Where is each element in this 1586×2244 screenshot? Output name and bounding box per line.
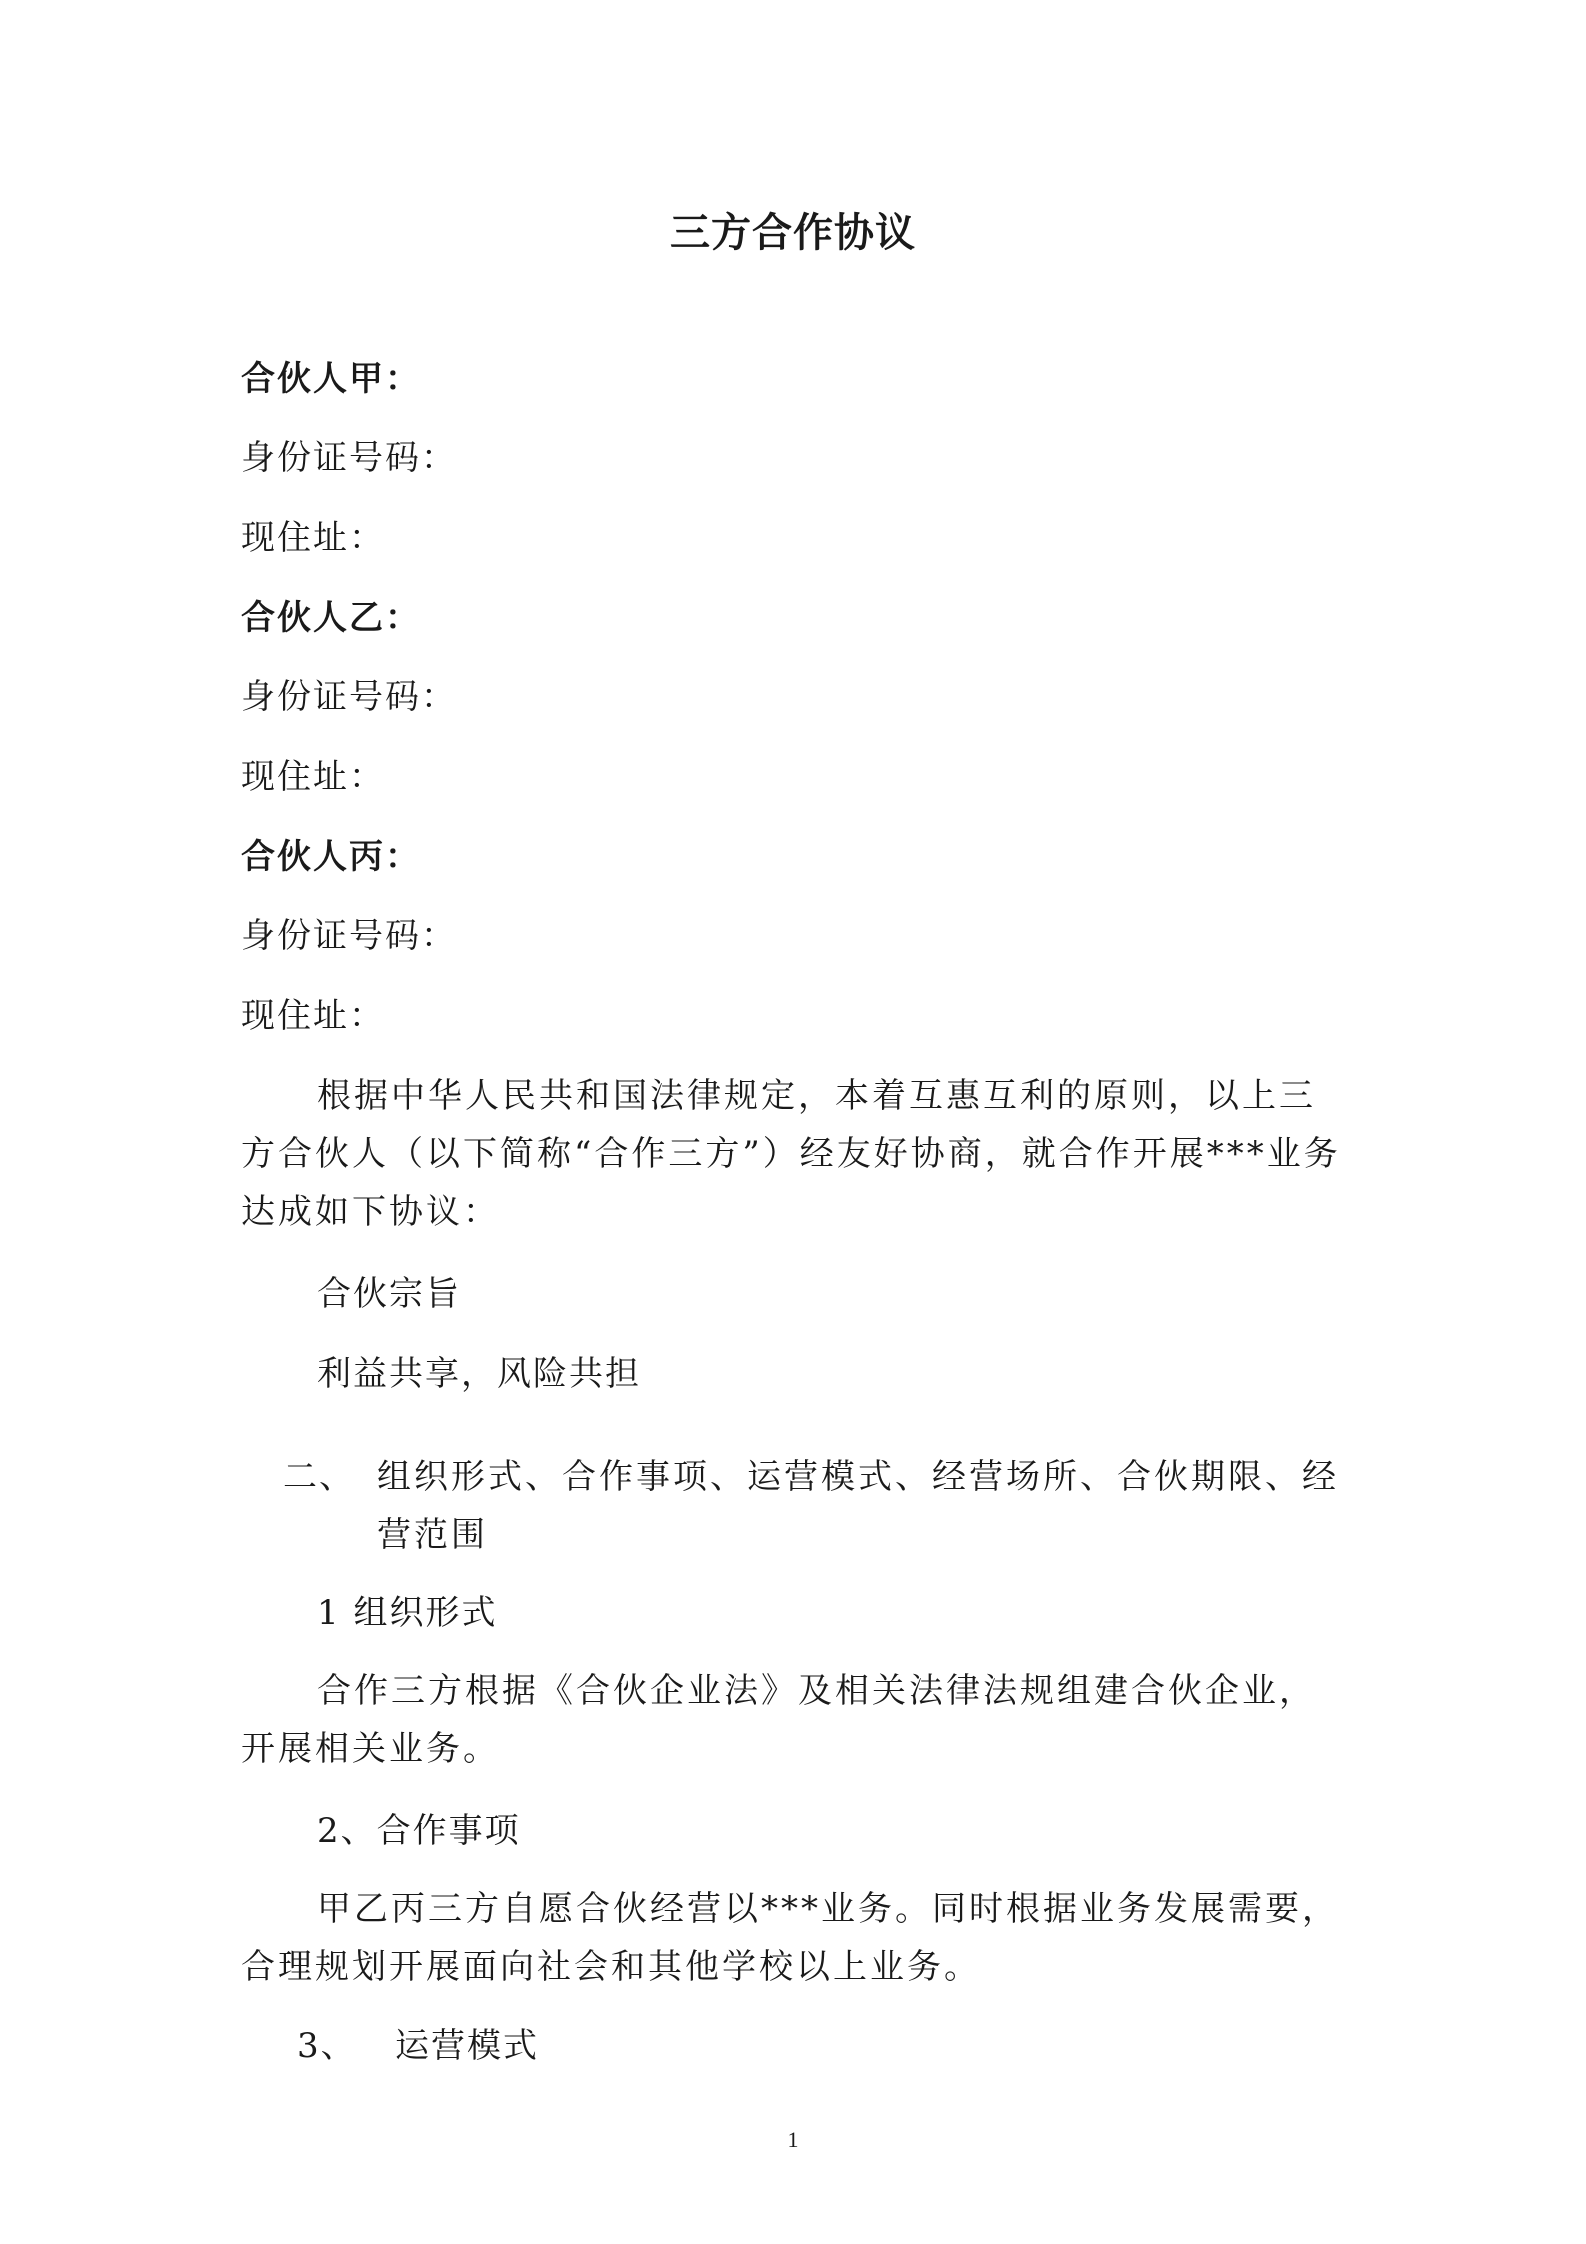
party-b-label: 合伙人乙：: [241, 598, 421, 638]
section-1-body: 利益共享，风险共担: [317, 1354, 641, 1394]
subsection-2-body: 甲乙丙三方自愿合伙经营以***业务。同时根据业务发展需要，合理规划开展面向社会和其他学校以上业务。: [241, 1889, 1339, 1987]
party-a-address-label: 现住址：: [241, 518, 385, 558]
party-a-label: 合伙人甲：: [241, 359, 421, 399]
document-title: 三方合作协议: [670, 210, 916, 256]
subsection-3-number: 3、: [297, 2026, 357, 2066]
subsection-2-heading: 2、合作事项: [317, 1811, 521, 1851]
subsection-3-heading: 运营模式: [395, 2026, 539, 2066]
party-c-label: 合伙人丙：: [241, 837, 421, 877]
preamble-paragraph: 根据中华人民共和国法律规定，本着互惠互利的原则，以上三方合伙人（以下简称“合作三方”）经友好协商，就合作开展***业务达成如下协议：: [241, 1076, 1341, 1232]
party-b-address-label: 现住址：: [241, 757, 385, 797]
section-2-number: 二、: [283, 1457, 355, 1497]
party-a-id-label: 身份证号码：: [241, 438, 457, 478]
section-2-heading: 组织形式、合作事项、运营模式、经营场所、合伙期限、经营范围: [377, 1457, 1339, 1555]
page-number: 1: [787, 2127, 799, 2152]
subsection-1-body: 合作三方根据《合伙企业法》及相关法律法规组建合伙企业，开展相关业务。: [241, 1671, 1316, 1769]
party-c-address-label: 现住址：: [241, 996, 385, 1036]
party-b-id-label: 身份证号码：: [241, 677, 457, 717]
subsection-1-heading: 1 组织形式: [317, 1593, 498, 1633]
party-c-id-label: 身份证号码：: [241, 916, 457, 956]
section-1-heading: 合伙宗旨: [317, 1274, 461, 1314]
